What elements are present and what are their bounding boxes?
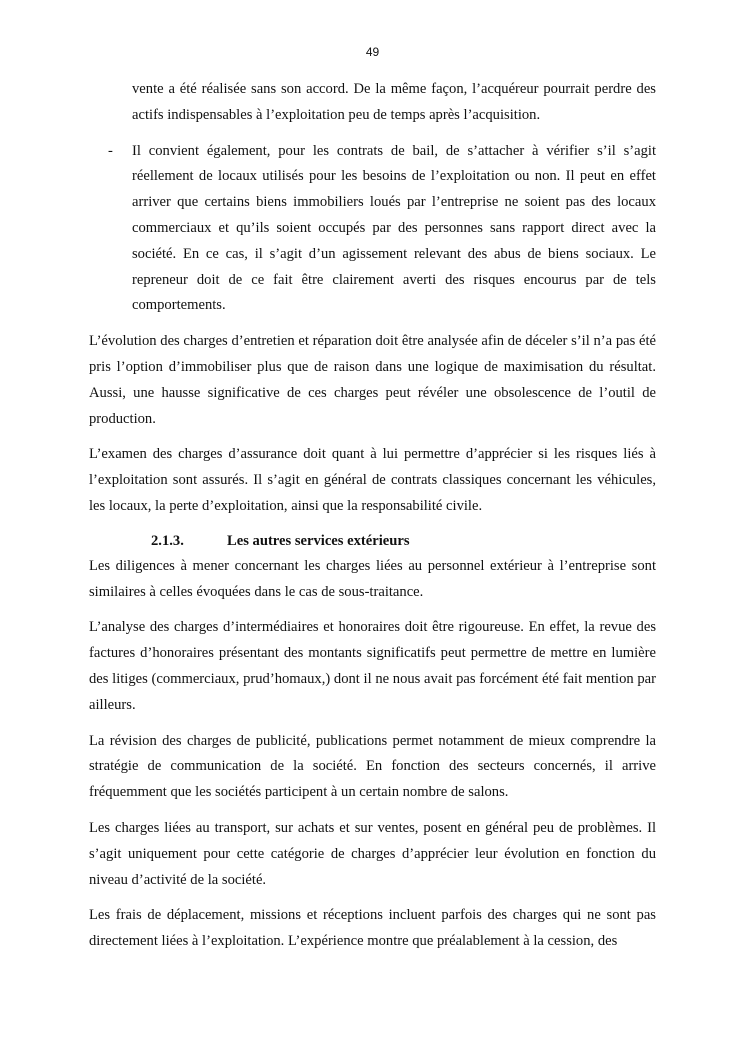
page-number: 49 <box>365 45 380 59</box>
bullet-item <box>108 139 656 320</box>
section-number: 2.1.3. <box>151 532 184 549</box>
section-heading <box>151 530 656 552</box>
paragraph: L’examen des charges d’assurance doit quant à lui permettre d’apprécier si les risques liés à l’exploitation sont assurés. Il s’agit en général de contrats classiques concernant les véhicules, les locaux, la perte d’exploitation, ainsi que la responsabilité civile. <box>89 446 656 514</box>
paragraph: L’analyse des charges d’intermédiaires et honoraires doit être rigoureuse. En effet, la revue des factures d’honoraires présentant des montants significatifs peut permettre de mettre en lumière des litiges (commerciaux, prud’homaux,) dont il ne nous avait pas forcément été fait mention par ailleurs. <box>89 619 656 713</box>
section-title: Les autres services extérieurs <box>227 532 410 549</box>
paragraph: Les diligences à mener concernant les charges liées au personnel extérieur à l’entreprise sont similaires à celles évoquées dans le cas de sous-traitance. <box>89 557 656 600</box>
bullet-marker: - <box>108 142 113 159</box>
paragraph: Les frais de déplacement, missions et réceptions incluent parfois des charges qui ne sont pas directement liées à l’exploitation. L’expérience montre que préalablement à la cession, des <box>89 907 656 950</box>
continued-list-item: vente a été réalisée sans son accord. De la même façon, l’acquéreur pourrait perdre des actifs indispensables à l’exploitation peu de temps après l’acquisition. <box>132 81 656 123</box>
paragraph: La révision des charges de publicité, publications permet notamment de mieux comprendre la stratégie de communication de la société. En fonction des secteurs concernés, il arrive fréquemment que les sociétés participent à un certain nombre de salons. <box>89 732 656 801</box>
page-body <box>89 77 656 965</box>
paragraph: L’évolution des charges d’entretien et réparation doit être analysée afin de déceler s’il n’a pas été pris l’option d’immobiliser plus que de raison dans une logique de maximisation du résultat. Aussi, une hausse significative de ces charges peut révéler une obsolescence de l’outil de production. <box>89 333 656 427</box>
bullet-text: Il convient également, pour les contrats de bail, de s’attacher à vérifier s’il s’agit réellement de locaux utilisés pour les besoins de l’exploitation ou non. Il peut en effet arriver que certains biens immobiliers loués par l’entreprise ne soient pas des locaux commerciaux et qu’ils soient occupés par des personnes sans rapport direct avec la société. En ce cas, il s’agit d’un agissement relevant des abus de biens sociaux. Le repreneur doit de ce fait être clairement averti des risques encourus par de tels comportements. <box>132 142 656 314</box>
paragraph: Les charges liées au transport, sur achats et sur ventes, posent en général peu de problèmes. Il s’agit uniquement pour cette catégorie de charges d’apprécier leur évolution en fonction du niveau d’activité de la société. <box>89 819 656 888</box>
